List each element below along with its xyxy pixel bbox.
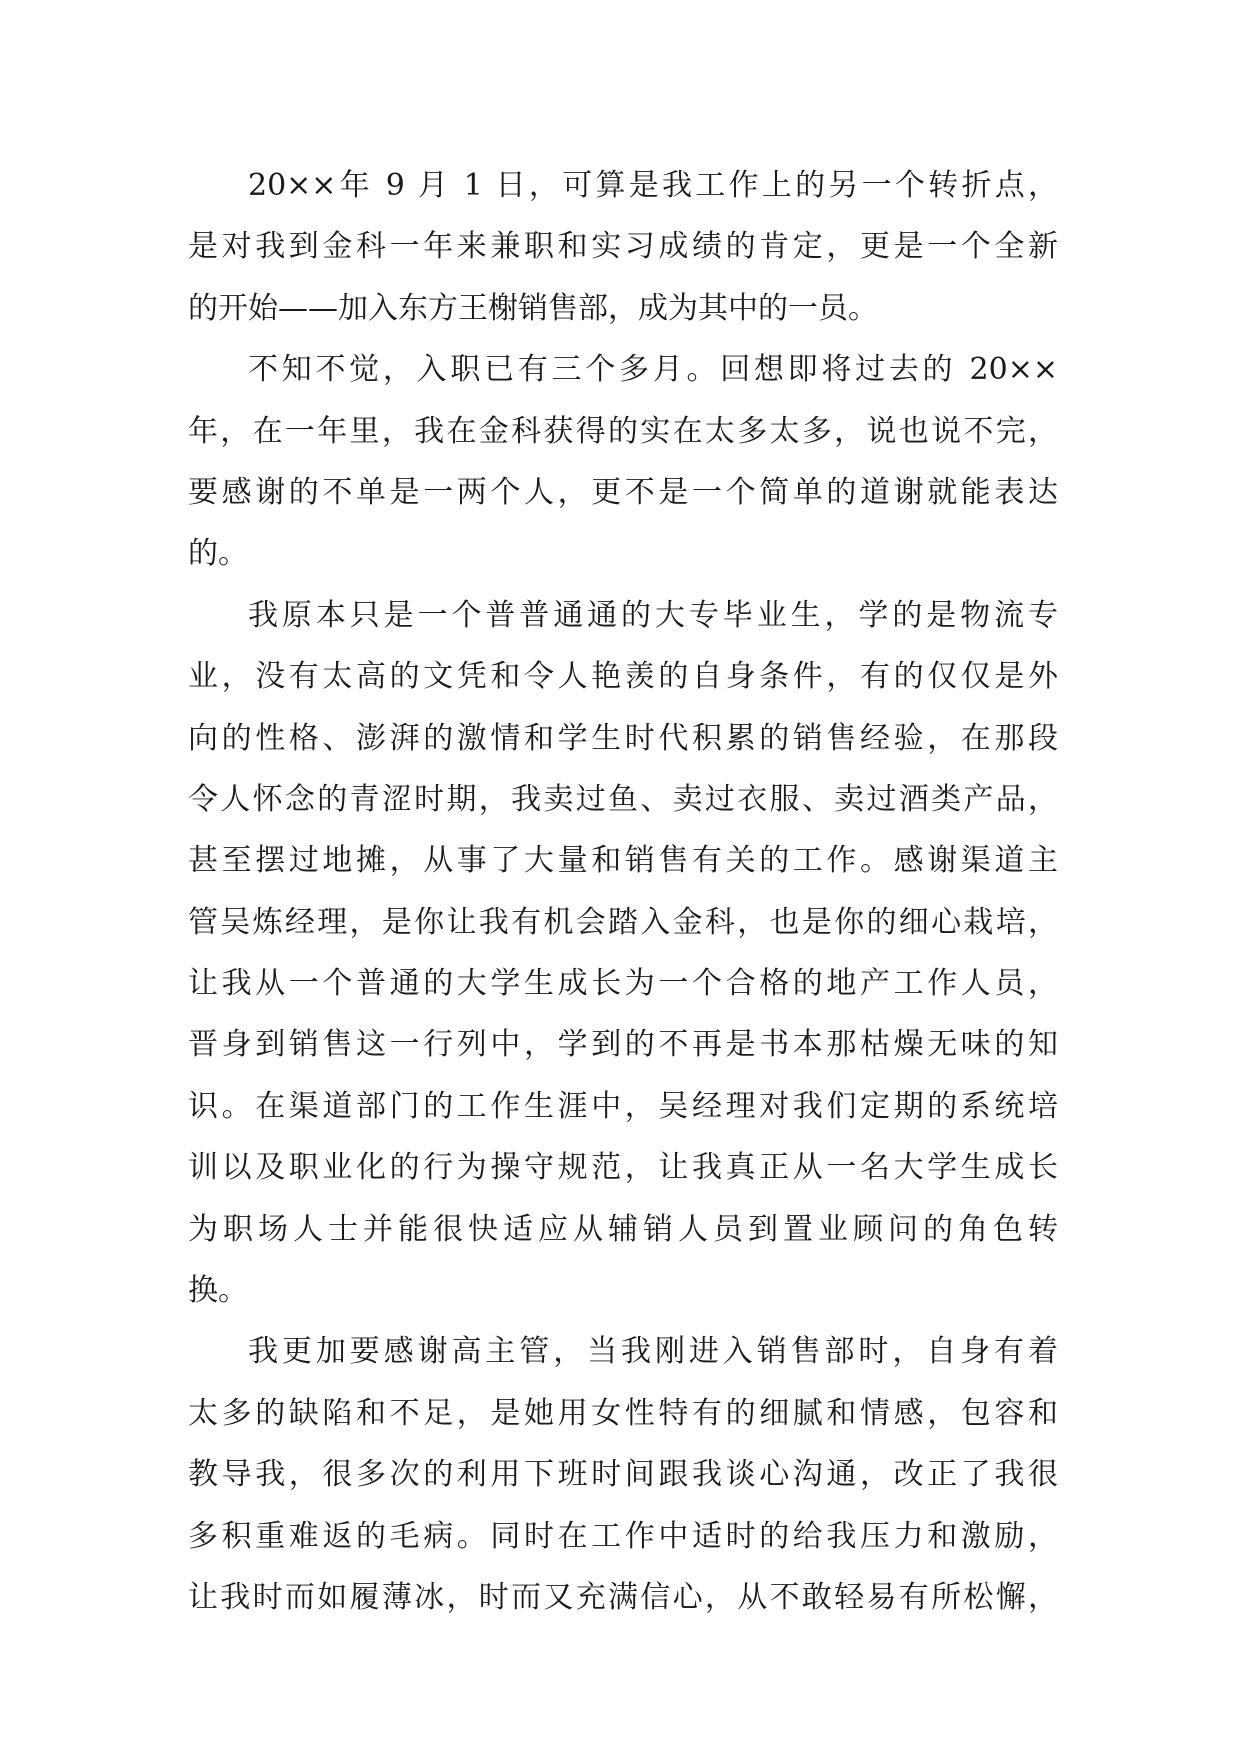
text-line: 业，没有太高的文凭和令人艳羡的自身条件，有的仅仅是外 [188,659,1058,695]
text-line: 晋身到销售这一行列中，学到的不再是书本那枯燥无味的知 [188,1027,1058,1063]
text-line: 多积重难返的毛病。同时在工作中适时的给我压力和激励， [188,1518,1058,1554]
text-line: 我更加要感谢高主管，当我刚进入销售部时，自身有着 [248,1334,1058,1370]
text-line: 令人怀念的青涩时期，我卖过鱼、卖过衣服、卖过酒类产品， [188,781,1058,817]
paragraph-2 [188,339,1058,585]
paragraph-1 [188,155,1058,339]
text-line: 太多的缺陷和不足，是她用女性特有的细腻和情感，包容和 [188,1395,1058,1431]
text-line: 是对我到金科一年来兼职和实习成绩的肯定，更是一个全新 [188,229,1058,265]
text-line: 甚至摆过地摊，从事了大量和销售有关的工作。感谢渠道主 [188,843,1058,879]
text-line: 的开始——加入东方王榭销售部，成为其中的一员。 [188,290,878,326]
text-line: 让我从一个普通的大学生成长为一个合格的地产工作人员， [188,966,1058,1002]
text-line: 我原本只是一个普普通通的大专毕业生，学的是物流专 [248,597,1058,633]
text-line: 换。 [188,1273,248,1309]
paragraph-3 [188,585,1058,1322]
text-line: 年，在一年里，我在金科获得的实在太多太多，说也说不完， [188,413,1058,449]
document-body [188,155,1058,1628]
text-line: 向的性格、澎湃的激情和学生时代积累的销售经验，在那段 [188,720,1058,756]
text-line: 不知不觉，入职已有三个多月。回想即将过去的 20×× [248,352,1058,388]
text-line: 教导我，很多次的利用下班时间跟我谈心沟通，改正了我很 [188,1457,1058,1493]
text-line: 训以及职业化的行为操守规范，让我真正从一名大学生成长 [188,1150,1058,1186]
paragraph-4 [188,1321,1058,1628]
text-line: 识。在渠道部门的工作生涯中，吴经理对我们定期的系统培 [188,1088,1058,1124]
text-line: 管吴炼经理，是你让我有机会踏入金科，也是你的细心栽培， [188,904,1058,940]
text-line: 要感谢的不单是一两个人，更不是一个简单的道谢就能表达 [188,474,1058,510]
text-line: 20××年 9 月 1 日，可算是我工作上的另一个转折点， [248,168,1058,203]
text-line: 为职场人士并能很快适应从辅销人员到置业顾问的角色转 [188,1211,1058,1247]
text-line: 让我时而如履薄冰，时而又充满信心，从不敢轻易有所松懈， [188,1579,1058,1615]
text-line: 的。 [188,536,248,572]
